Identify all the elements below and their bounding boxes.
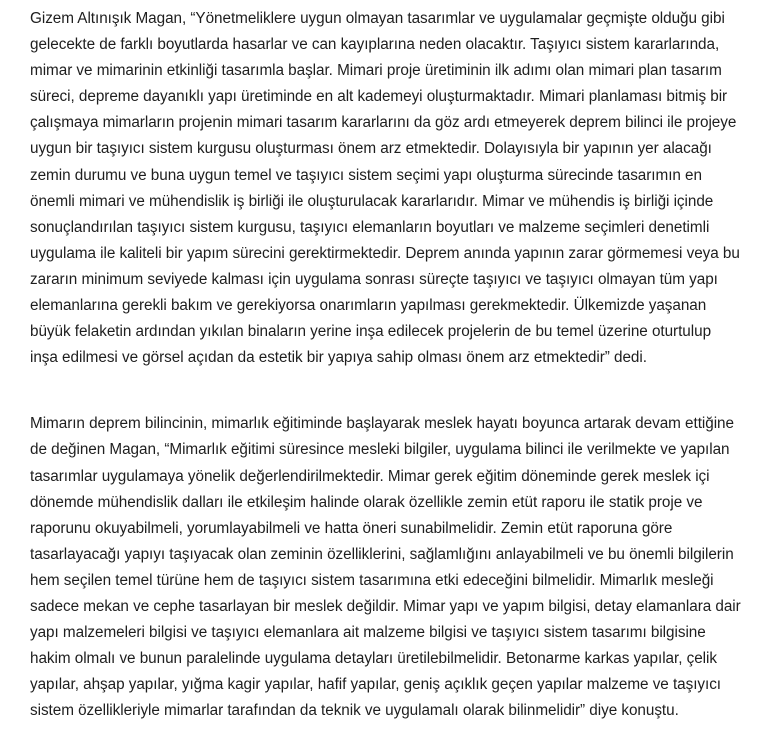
article-paragraph-1: Gizem Altınışık Magan, “Yönetmeliklere uygun olmayan tasarımlar ve uygulamalar geçmişte olduğu gibi gelecekte de farklı boyutlarda hasarlar ve can kayıplarına neden olacaktır. Taşıyıcı sistem kararlarında, mimar ve mimarinin etkinliği tasarımla başlar. Mimari proje üretiminin ilk adımı olan mimari plan tasarım süreci, depreme dayanıklı yapı üretiminde en alt kademeyi oluşturmaktadır. Mimari planlaması bitmiş bir çalışmaya mimarların projenin mimari tasarım kararlarını da göz ardı etmeyerek deprem bilinci ile projeye uygun bir taşıyıcı sistem kurgusu oluşturması önem arz etmektedir. Dolayısıyla bir yapının yer alacağı zemin durumu ve buna uygun temel ve taşıyıcı sistem seçimi yapı oluşturma sürecinde tasarımın en önemli mimari ve mühendislik iş birliği ile oluşturulacak kararlarıdır. Mimar ve mühendis iş birliği içinde sonuçlandırılan taşıyıcı sistem kurgusu, taşıyıcı elemanların boyutları ve malzeme seçimleri denetimli uygulama ile kaliteli bir yapım sürecini gerektirmektedir. Deprem anında yapının zarar görmemesi veya bu zararın minimum seviyede kalması için uygulama sonrası süreçte taşıyıcı ve taşıyıcı olmayan tüm yapı elemanlarına gerekli bakım ve gerekiyorsa onarımların yapılması gerekmektedir. Ülkemizde yaşanan büyük felaketin ardından yıkılan binaların yerine inşa edilecek projelerin de bu temel üzerine oturtulup inşa edilmesi ve görsel açıdan da estetik bir yapıya sahip olması önem arz etmektedir” dedi. <box>30 10 740 367</box>
article-body <box>30 6 742 724</box>
article-paragraph-2: Mimarın deprem bilincinin, mimarlık eğitiminde başlayarak meslek hayatı boyunca artarak devam ettiğine de değinen Magan, “Mimarlık eğitimi süresince mesleki bilgiler, uygulama bilinci ile verilmekte ve yapılan tasarımlar uygulamaya yönelik değerlendirilmektedir. Mimar gerek eğitim döneminde gerek meslek içi dönemde mühendislik dalları ile etkileşim halinde olarak özellikle zemin etüt raporu ile statik proje ve raporunu okuyabilmeli, yorumlayabilmeli ve hatta öneri sunabilmelidir. Zemin etüt raporuna göre tasarlayacağı yapıyı taşıyacak olan zeminin özelliklerini, sağlamlığını anlayabilmeli ve bu önemli bilgilerin hem seçilen temel türüne hem de taşıyıcı sistem tasarımına etki edeceğini bilmelidir. Mimarlık mesleği sadece mekan ve cephe tasarlayan bir meslek değildir. Mimar yapı ve yapım bilgisi, detay elamanlara dair yapı malzemeleri bilgisi ve taşıyıcı elemanlara ait malzeme bilgisi ve taşıyıcı sistem tasarımı bilgisine hakim olmalı ve bunun paralelinde uygulama detayları üretilebilmelidir. Betonarme karkas yapılar, çelik yapılar, ahşap yapılar, yığma kagir yapılar, hafif yapılar, geniş açıklık geçen yapılar malzeme ve taşıyıcı sistem özellikleriyle mimarlar tarafından da teknik ve uygulamalı olarak bilinmelidir” diye konuştu. <box>30 415 741 720</box>
